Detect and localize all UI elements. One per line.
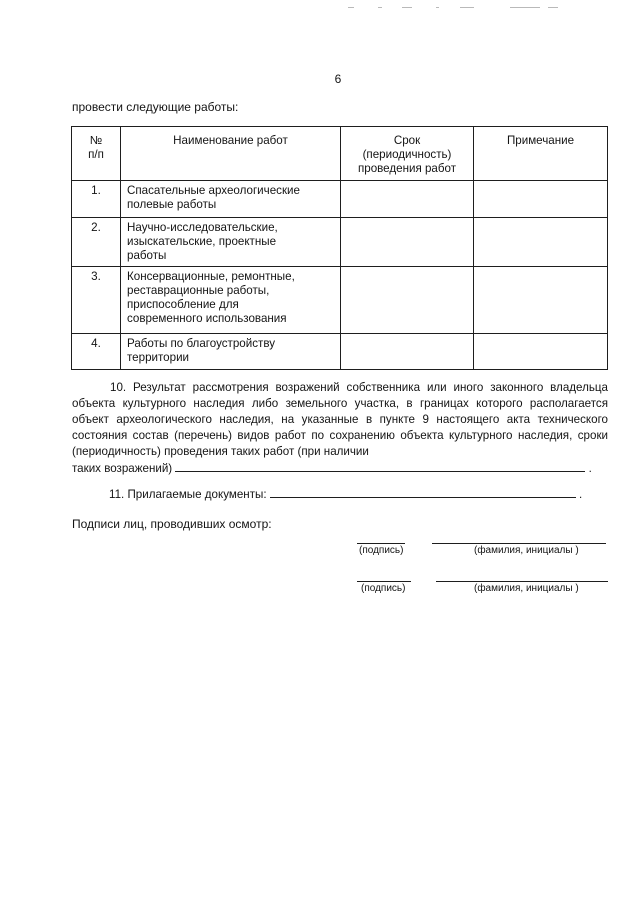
table-row <box>72 218 608 267</box>
header-term: Срок (периодичность) проведения работ <box>341 127 474 181</box>
table-row <box>72 334 608 370</box>
attached-documents-fill-line[interactable] <box>270 486 576 498</box>
row-number: 4. <box>72 334 121 370</box>
table-header-row <box>72 127 608 181</box>
row-number: 2. <box>72 218 121 267</box>
name-line[interactable] <box>432 543 606 544</box>
scan-artifact-marks <box>340 7 560 10</box>
name-line[interactable] <box>436 581 608 582</box>
row-work-name: Научно-исследовательские, изыскательские, проектные работы <box>121 218 341 267</box>
section-10-text: 10. Результат рассмотрения возражений собственника или иного законного владельца объекта культурного наследия либо земельного участка, в границах которого располагается объект археологического наследия, на указанные в пункте 9 настоящего акта технического состояния состав (перечень) видов работ по сохранению объекта культурного наследия, сроки (периодичность) проведения таких работ (при наличии <box>72 381 608 458</box>
row-note-cell <box>474 334 608 370</box>
intro-text: провести следующие работы: <box>72 100 239 114</box>
name-caption: (фамилия, инициалы ) <box>474 545 579 556</box>
section-10-tail: таких возражений) <box>72 462 173 475</box>
signature-row <box>0 581 640 601</box>
works-table <box>71 126 608 370</box>
header-note: Примечание <box>474 127 608 181</box>
row-term-cell <box>341 267 474 334</box>
row-note-cell <box>474 181 608 218</box>
signature-caption: (подпись) <box>359 545 404 556</box>
row-note-cell <box>474 267 608 334</box>
header-work-name: Наименование работ <box>121 127 341 181</box>
name-caption: (фамилия, инициалы ) <box>474 583 579 594</box>
row-number: 1. <box>72 181 121 218</box>
attached-documents-label: 11. Прилагаемые документы: <box>109 488 267 501</box>
section-10-paragraph: 10. Результат рассмотрения возражений собственника или иного законного владельца объекта культурного наследия либо земельного участка, в границах которого располагается объект археологического наследия, на указанные в пункте 9 настоящего акта технического состояния состав (перечень) видов работ по сохранению объекта культурного наследия, сроки (периодичность) проведения таких работ (при наличии таких возражений) . <box>72 381 608 475</box>
row-work-name: Спасательные археологические полевые работы <box>121 181 341 218</box>
table-row <box>72 267 608 334</box>
signature-line[interactable] <box>357 581 411 582</box>
row-work-name: Работы по благоустройству территории <box>121 334 341 370</box>
row-term-cell <box>341 181 474 218</box>
signature-caption: (подпись) <box>361 583 406 594</box>
signature-row <box>0 543 640 563</box>
table-row <box>72 181 608 218</box>
row-work-name: Консервационные, ремонтные, реставрационные работы, приспособление для современного использования <box>121 267 341 334</box>
header-number: № п/п <box>72 127 121 181</box>
section-11: 11. Прилагаемые документы: . <box>109 488 583 501</box>
signature-line[interactable] <box>357 543 405 544</box>
page-number: 6 <box>334 72 342 86</box>
signatures-label: Подписи лиц, проводивших осмотр: <box>72 517 272 531</box>
row-term-cell <box>341 334 474 370</box>
row-note-cell <box>474 218 608 267</box>
objections-fill-line[interactable] <box>175 460 585 472</box>
row-term-cell <box>341 218 474 267</box>
row-number: 3. <box>72 267 121 334</box>
